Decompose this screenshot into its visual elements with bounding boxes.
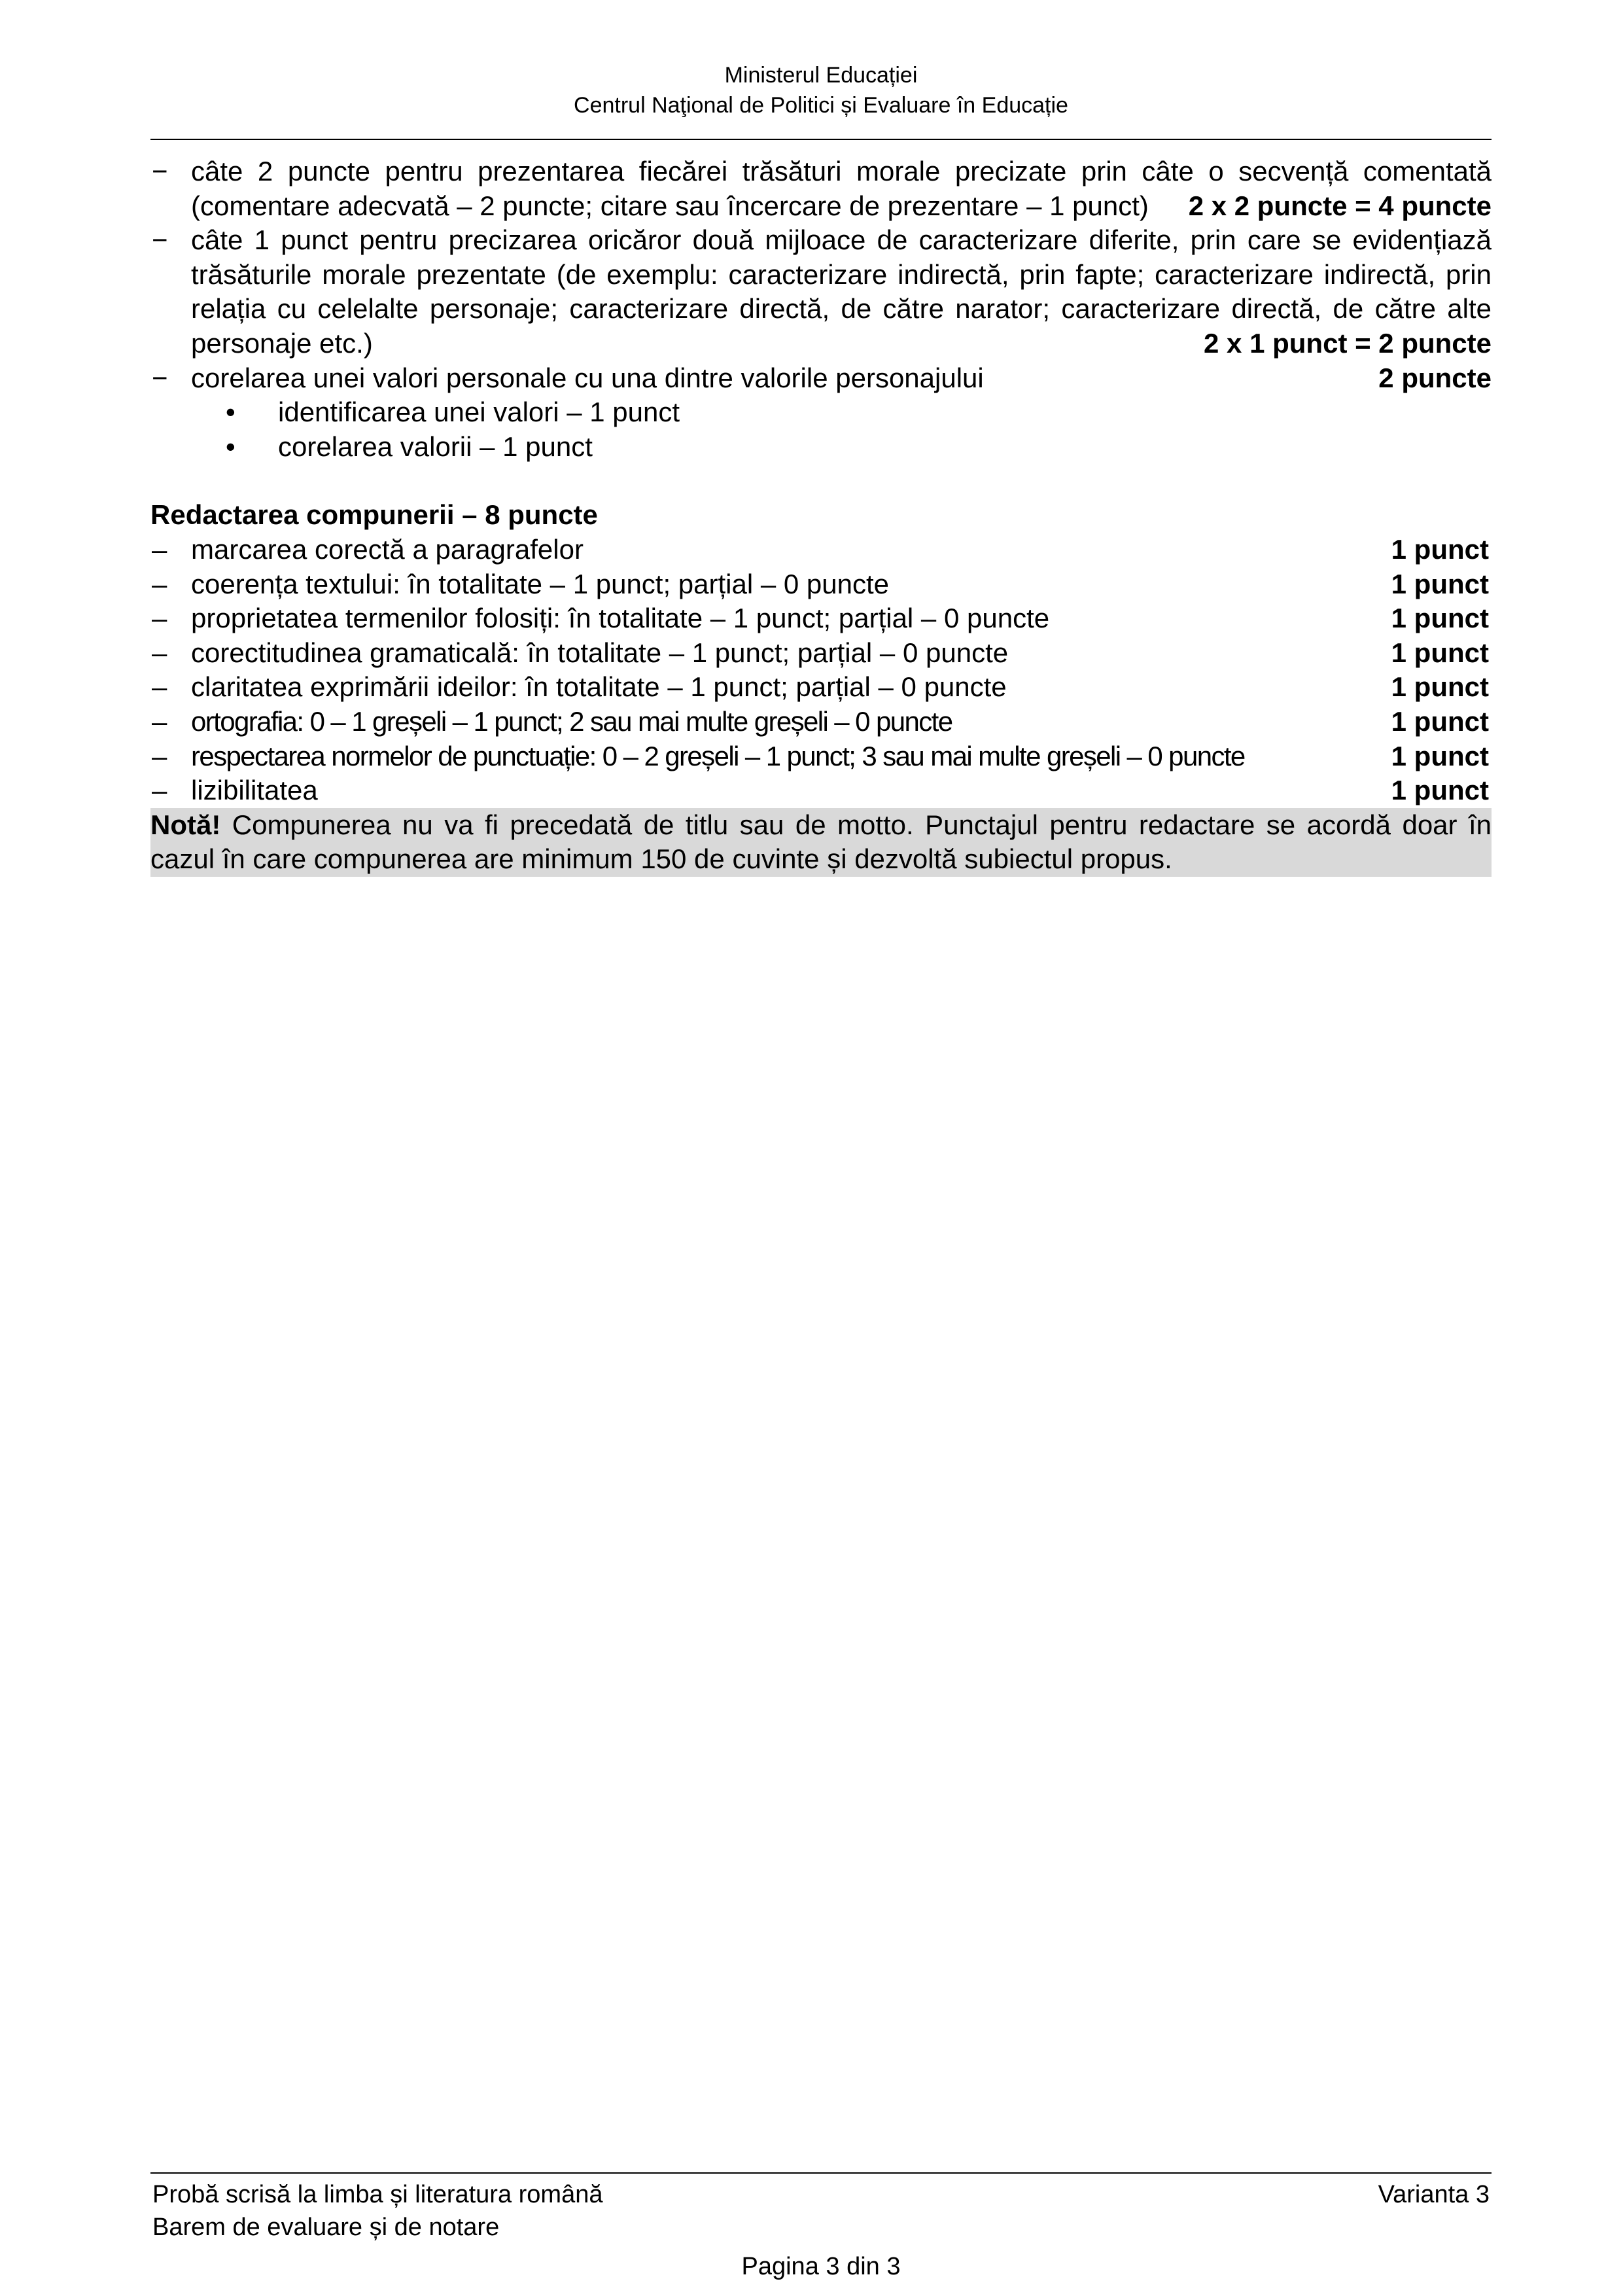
criteria-score: 1 punct [1391, 637, 1489, 668]
criteria-text: marcarea corectă a paragrafelor [191, 533, 584, 565]
criterion-item [150, 223, 1492, 361]
page-number: Pagina 3 din 3 [741, 2253, 901, 2280]
dash-marker: – [152, 775, 167, 806]
criterion-item [150, 154, 1492, 223]
criteria-row [150, 601, 1492, 636]
criteria-text: coerența textului: în totalitate – 1 punct; parțial – 0 puncte [191, 568, 890, 599]
bullet-marker: • [226, 431, 236, 462]
dash-marker: − [152, 362, 168, 393]
criterion-text: câte 2 puncte pentru prezentarea fiecărei trăsături morale precizate prin câte o secvență comentată (comentare adecvată – 2 puncte; citare sau încercare de prezentare – 1 punct) [191, 156, 1492, 221]
sub-criterion-text: identificarea unei valori – 1 punct [278, 397, 680, 428]
bullet-marker: • [226, 397, 236, 428]
criteria-score: 1 punct [1391, 740, 1489, 771]
criteria-text: lizibilitatea [191, 775, 318, 806]
dash-marker: – [152, 568, 167, 599]
spacer [150, 464, 1492, 498]
criterion-score: 2 x 2 puncte = 4 puncte [1188, 190, 1492, 221]
criteria-text: respectarea normelor de punctuație: 0 – 2 greșeli – 1 punct; 3 sau mai multe greșeli – 0 puncte [191, 740, 1245, 771]
note-label: Notă! [150, 809, 221, 840]
criteria-score: 1 punct [1391, 603, 1489, 634]
criterion-score: 2 x 1 punct = 2 puncte [1204, 327, 1492, 359]
dash-marker: – [152, 637, 167, 668]
dash-marker: − [152, 224, 168, 256]
sub-criterion-item [150, 395, 1492, 430]
criteria-score: 1 punct [1391, 775, 1489, 806]
page-footer [152, 2178, 1490, 2280]
sub-criterion-item [150, 430, 1492, 465]
footer-subtitle: Barem de evaluare și de notare [152, 2214, 500, 2241]
criterion-item [150, 361, 1492, 396]
criteria-score: 1 punct [1391, 705, 1489, 737]
dash-marker: – [152, 671, 167, 703]
page-header [150, 60, 1492, 120]
criterion-score: 2 puncte [1378, 362, 1492, 393]
dash-marker: − [152, 156, 168, 186]
dash-marker: – [152, 603, 167, 634]
criteria-score: 1 punct [1391, 533, 1489, 565]
criterion-text: câte 1 punct pentru precizarea oricăror două mijloace de caracterizare diferite, prin care se evidențiază trăsăturile morale prezentate (de exemplu: caracterizare indirectă, prin fapte; caracterizare indirectă, prin relația cu celelalte personaje; caracterizare directă, de către narator; caracterizare directă, de către alte personaje etc.) [191, 224, 1492, 359]
criteria-text: ortografia: 0 – 1 greșeli – 1 punct; 2 sau mai multe greșeli – 0 puncte [191, 705, 952, 737]
criteria-row [150, 705, 1492, 739]
footer-variant: Varianta 3 [1378, 2181, 1490, 2208]
dash-marker: – [152, 705, 167, 737]
criteria-row [150, 533, 1492, 567]
dash-marker: – [152, 740, 167, 771]
dash-marker: – [152, 533, 167, 565]
note-box [150, 808, 1492, 877]
criteria-text: claritatea exprimării ideilor: în totalitate – 1 punct; parțial – 0 puncte [191, 671, 1007, 703]
criteria-score: 1 punct [1391, 568, 1489, 599]
criteria-row [150, 670, 1492, 705]
scoring-content [150, 154, 1492, 877]
criterion-text: corelarea unei valori personale cu una dintre valorile personajului [191, 362, 984, 393]
header-center: Centrul Naţional de Politici și Evaluare în Educație [574, 93, 1068, 118]
note-text: Compunerea nu va fi precedată de titlu sau de motto. Punctajul pentru redactare se acordă doar în cazul în care compunerea are minimum 150 de cuvinte și dezvoltă subiectul propus. [150, 809, 1492, 875]
header-ministry: Ministerul Educației [724, 63, 918, 88]
criteria-text: proprietatea termenilor folosiți: în totalitate – 1 punct; parțial – 0 puncte [191, 603, 1050, 634]
footer-divider [150, 2172, 1492, 2174]
footer-exam-title: Probă scrisă la limba și literatura română [152, 2181, 603, 2208]
criteria-row [150, 567, 1492, 602]
header-divider [150, 139, 1492, 140]
criteria-row [150, 773, 1492, 808]
sub-criterion-text: corelarea valorii – 1 punct [278, 431, 593, 462]
criteria-row [150, 636, 1492, 671]
criteria-row [150, 739, 1492, 774]
section-title: Redactarea compunerii – 8 puncte [150, 499, 598, 531]
criteria-text: corectitudinea gramaticală: în totalitate – 1 punct; parțial – 0 puncte [191, 637, 1009, 668]
criteria-score: 1 punct [1391, 671, 1489, 703]
